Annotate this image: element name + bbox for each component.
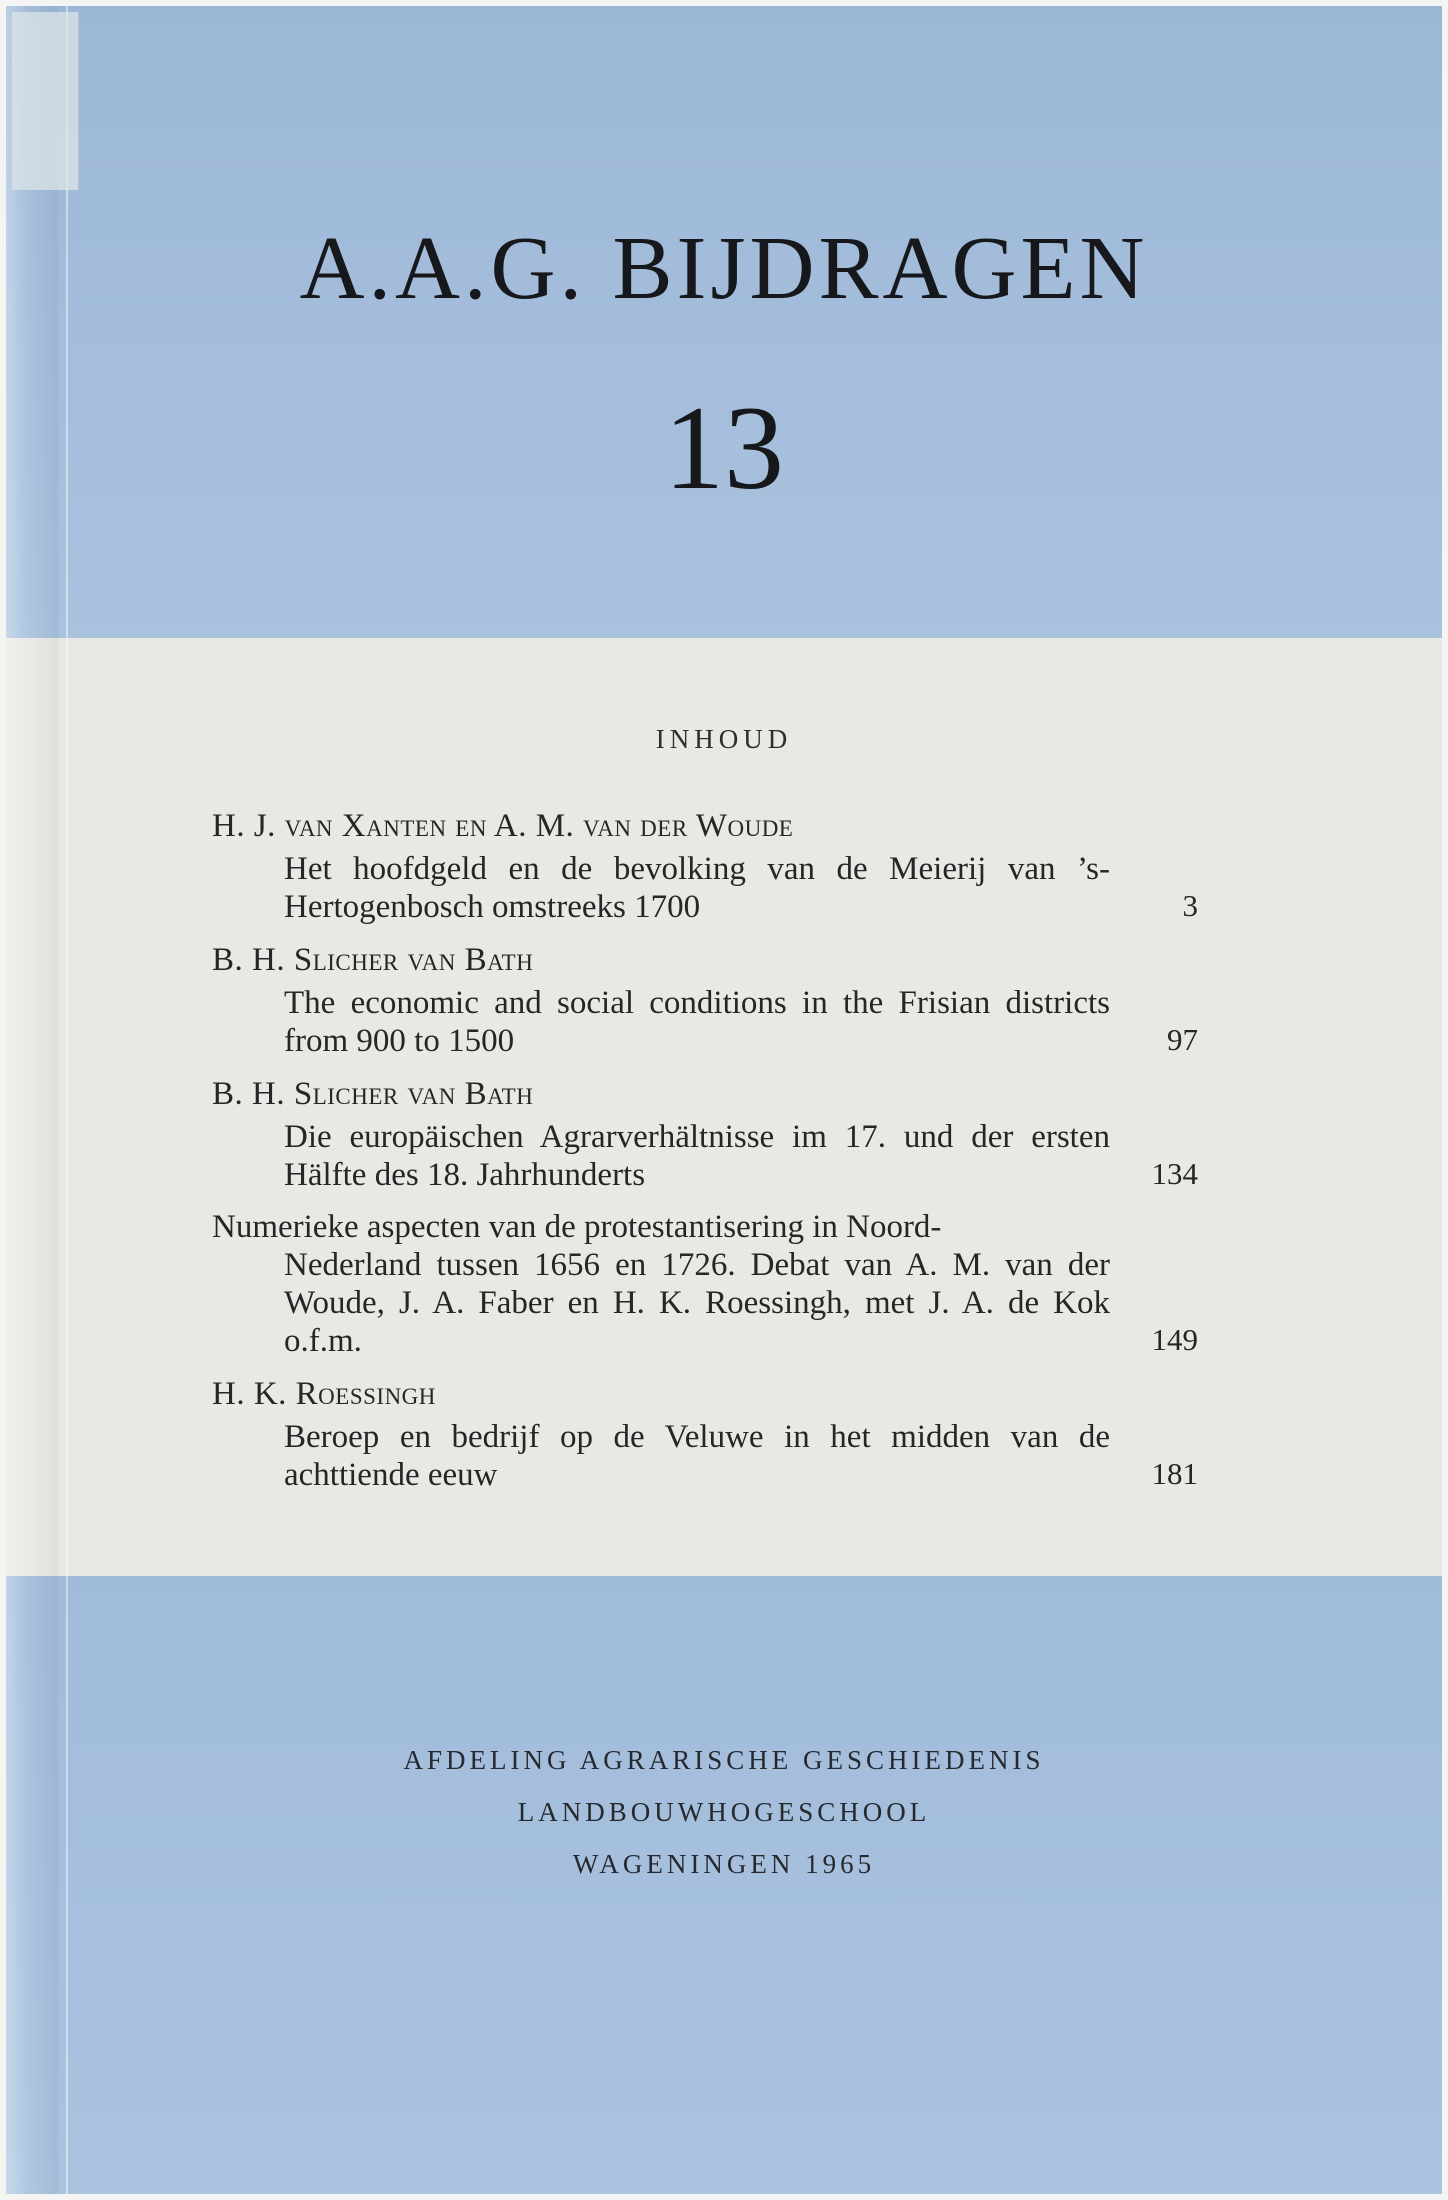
top-blue-band [6, 6, 1442, 638]
publisher-department: AFDELING AGRARISCHE GESCHIEDENIS [403, 1745, 1045, 1775]
toc-author: H. J. van Xanten en A. M. van der Woude [212, 808, 794, 844]
toc-title [212, 1208, 1110, 1360]
toc-author: B. H. Slicher van Bath [212, 1076, 534, 1112]
toc-page-number: 3 [1182, 888, 1198, 923]
toc-page-number: 134 [1151, 1156, 1198, 1191]
publisher-place-year: WAGENINGEN 1965 [572, 1849, 876, 1879]
toc-entry [212, 806, 1198, 926]
toc-entry [212, 1374, 1198, 1494]
toc-entry [212, 1208, 1198, 1360]
toc-author: H. K. Roessingh [212, 1376, 436, 1412]
toc-page-number: 149 [1151, 1322, 1198, 1357]
toc-title-continuation: Nederland tussen 1656 en 1726. Debat van A. M. van der Woude, J. A. Faber en H. K. Roessingh, met J. A. de Kok o.f.m. [284, 1247, 1110, 1359]
toc-page-number: 181 [1151, 1456, 1198, 1491]
volume-number: 13 [664, 381, 784, 514]
publisher-institution: LANDBOUWHOGESCHOOL [517, 1797, 931, 1827]
toc-entry [212, 1074, 1198, 1194]
toc-title: Beroep en bedrijf op de Veluwe in het midden van de achttiende eeuw [284, 1419, 1110, 1493]
cover-title: A.A.G. BIJDRAGEN [299, 219, 1149, 318]
toc-title: Het hoofdgeld en de bevolking van de Meierij van ’s-Hertogenbosch omstreeks 1700 [284, 851, 1110, 925]
contents-heading: INHOUD [655, 724, 793, 754]
book-cover [6, 6, 1442, 2194]
table-of-contents [212, 806, 1198, 1508]
toc-title: Die europäischen Agrarverhältnisse im 17. und der ersten Hälfte des 18. Jahrhunderts [284, 1119, 1110, 1193]
toc-title-first-line: Numerieke aspecten van de protestantisering in Noord- [212, 1209, 942, 1245]
toc-page-number: 97 [1167, 1022, 1198, 1057]
publisher-block [6, 1734, 1442, 1890]
toc-title: The economic and social conditions in the Frisian districts from 900 to 1500 [284, 985, 1110, 1059]
library-tape [12, 12, 79, 190]
toc-author: B. H. Slicher van Bath [212, 942, 534, 978]
toc-entry [212, 940, 1198, 1060]
